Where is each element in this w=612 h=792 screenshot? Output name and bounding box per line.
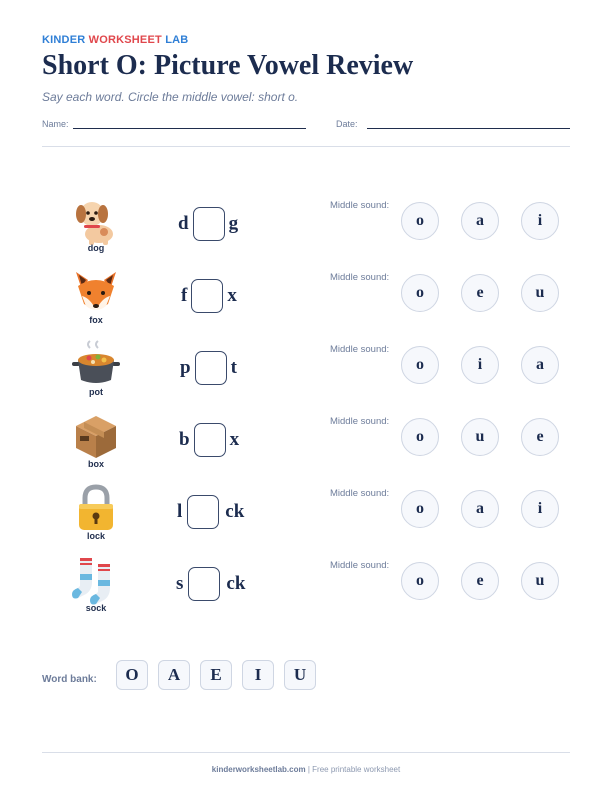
lock-icon [70, 482, 122, 534]
choice-circle[interactable]: u [461, 418, 499, 456]
word-puzzle: b x [179, 422, 239, 458]
choice-circle[interactable]: u [521, 274, 559, 312]
page-title: Short O: Picture Vowel Review [42, 50, 414, 81]
choice-circle[interactable]: o [401, 274, 439, 312]
exercise-row-box [0, 410, 612, 482]
choice-circle[interactable]: o [401, 490, 439, 528]
vowel-blank[interactable] [195, 351, 227, 385]
word-bank-tile[interactable]: E [200, 660, 232, 690]
exercise-row-dog [0, 194, 612, 266]
choice-circle[interactable]: e [521, 418, 559, 456]
word-puzzle: p t [180, 350, 237, 386]
middle-sound-label: Middle sound: [330, 488, 390, 499]
middle-sound-label: Middle sound: [330, 344, 390, 355]
header-divider [42, 146, 570, 147]
subtitle: Say each word. Circle the middle vowel: short o. [42, 90, 299, 104]
picture-label: dog [87, 243, 105, 253]
choice-circle[interactable]: u [521, 562, 559, 600]
choice-circle[interactable]: o [401, 202, 439, 240]
word-puzzle: f x [181, 278, 237, 314]
choice-circle[interactable]: i [461, 346, 499, 384]
choice-circle[interactable]: i [521, 202, 559, 240]
choice-circle[interactable]: o [401, 418, 439, 456]
vowel-blank[interactable] [188, 567, 220, 601]
word-bank-label: Word bank: [42, 674, 97, 685]
middle-sound-label: Middle sound: [330, 272, 390, 283]
exercise-row-fox [0, 266, 612, 338]
choice-circle[interactable]: a [461, 490, 499, 528]
choice-circle[interactable]: a [521, 346, 559, 384]
word-bank-tile[interactable]: U [284, 660, 316, 690]
pot-icon [70, 338, 122, 390]
date-line[interactable] [367, 128, 570, 129]
choice-circle[interactable]: o [401, 346, 439, 384]
name-label: Name: [42, 119, 69, 129]
picture-label: fox [89, 315, 103, 325]
exercise-row-pot [0, 338, 612, 410]
exercise-row-lock [0, 482, 612, 554]
choice-circle[interactable]: e [461, 562, 499, 600]
word-bank-tile[interactable]: A [158, 660, 190, 690]
word-puzzle: l ck [177, 494, 244, 530]
date-label: Date: [336, 119, 358, 129]
picture-label: lock [86, 531, 105, 541]
choice-circle[interactable]: e [461, 274, 499, 312]
box-icon [70, 410, 122, 462]
footer-site[interactable]: kinderworksheetlab.com [211, 765, 306, 774]
fox-icon [70, 266, 122, 318]
picture-label: sock [85, 603, 107, 613]
footer-divider [42, 752, 570, 753]
word-bank-tile[interactable]: O [116, 660, 148, 690]
picture-label: box [87, 459, 104, 469]
brand: KINDER WORKSHEET LAB [42, 34, 189, 46]
vowel-blank[interactable] [194, 423, 226, 457]
sock-icon [70, 554, 122, 606]
footer: kinderworksheetlab.com | Free printable worksheet [211, 765, 401, 774]
name-line[interactable] [73, 128, 306, 129]
dog-icon [70, 194, 122, 246]
exercise-row-sock [0, 554, 612, 626]
word-puzzle: d g [178, 206, 238, 242]
middle-sound-label: Middle sound: [330, 416, 390, 427]
middle-sound-label: Middle sound: [330, 560, 390, 571]
vowel-blank[interactable] [193, 207, 225, 241]
middle-sound-label: Middle sound: [330, 200, 390, 211]
vowel-blank[interactable] [187, 495, 219, 529]
word-puzzle: s ck [176, 566, 245, 602]
choice-circle[interactable]: a [461, 202, 499, 240]
word-bank-tile[interactable]: I [242, 660, 274, 690]
choice-circle[interactable]: i [521, 490, 559, 528]
choice-circle[interactable]: o [401, 562, 439, 600]
picture-label: pot [89, 387, 103, 397]
vowel-blank[interactable] [191, 279, 223, 313]
